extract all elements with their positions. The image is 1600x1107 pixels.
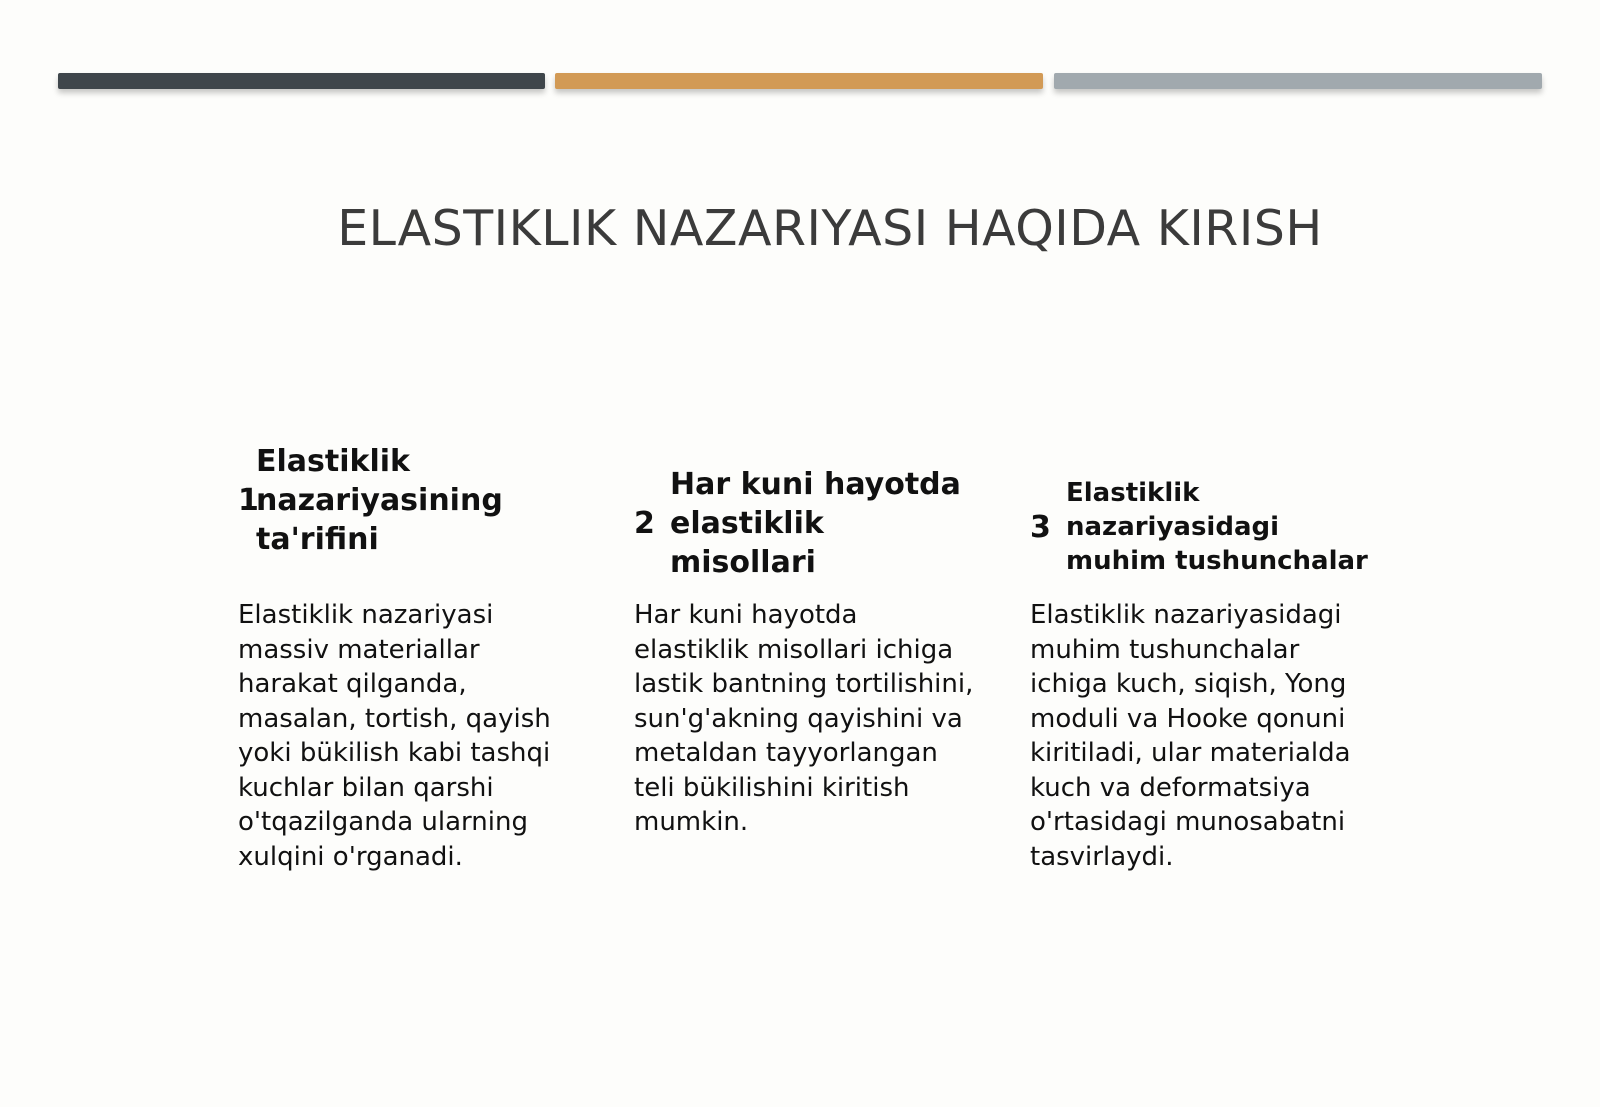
column-1-number: 1 [238, 482, 259, 518]
slide-title: ELASTIKLIK NAZARIYASI HAQIDA KIRISH [337, 200, 1323, 257]
column-3-header [1030, 457, 1375, 597]
column-3-body: Elastiklik nazariyasidagi muhim tushunchalar ichiga kuch, siqish, Yong moduli va Hooke qonuni kiritiladi, ular materialda kuch va deformatsiya o'rtasidagi munosabatni tasvirlaydi. [1030, 600, 1351, 872]
accent-bar-gray [1054, 73, 1542, 89]
column-1-body: Elastiklik nazariyasi massiv materiallar harakat qilganda, masalan, tortish, qayish yoki bükilish kabi tashqi kuchlar bilan qarshi o'tqazilganda ularning xulqini o'rganadi. [238, 600, 551, 872]
column-3-number: 3 [1030, 509, 1051, 545]
column-1-header [238, 437, 583, 563]
accent-bar-dark [58, 73, 545, 89]
column-2-header [634, 460, 979, 586]
column-2-heading: Har kuni hayotda elastiklik misollari [670, 466, 961, 580]
column-3-heading: Elastiklik nazariyasidagi muhim tushunchalar [1066, 478, 1368, 576]
column-2-body: Har kuni hayotda elastiklik misollari ichiga lastik bantning tortilishini, sun'g'akning qayishini va metaldan tayyorlangan teli bükilishini kiritish mumkin. [634, 600, 974, 837]
column-1-heading: Elastiklik nazariyasining ta'rifini [256, 443, 503, 557]
column-2-number: 2 [634, 505, 655, 541]
accent-bar-gold [555, 73, 1043, 89]
